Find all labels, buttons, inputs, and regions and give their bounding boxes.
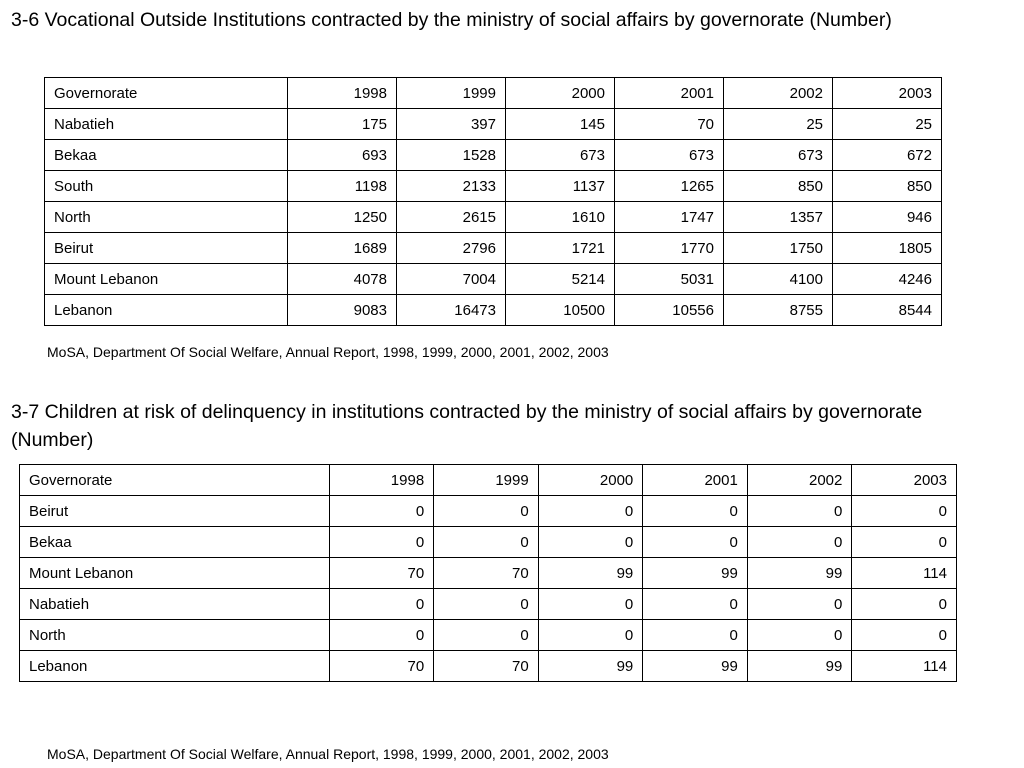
value-cell: 0	[747, 527, 852, 558]
value-cell: 70	[329, 651, 434, 682]
value-cell: 1721	[506, 233, 615, 264]
value-cell: 0	[643, 620, 748, 651]
children-at-risk-table	[19, 464, 957, 682]
value-cell: 99	[747, 558, 852, 589]
value-cell: 0	[852, 527, 957, 558]
governorate-cell: Lebanon	[20, 651, 330, 682]
value-cell: 0	[434, 496, 539, 527]
value-cell: 25	[833, 109, 942, 140]
value-cell: 2133	[397, 171, 506, 202]
value-cell: 673	[724, 140, 833, 171]
value-cell: 673	[615, 140, 724, 171]
governorate-cell: Lebanon	[45, 295, 288, 326]
value-cell: 10556	[615, 295, 724, 326]
value-cell: 1689	[288, 233, 397, 264]
value-cell: 1805	[833, 233, 942, 264]
table-row	[45, 295, 942, 326]
value-cell: 0	[852, 620, 957, 651]
value-cell: 0	[538, 620, 643, 651]
value-cell: 99	[643, 651, 748, 682]
value-cell: 397	[397, 109, 506, 140]
value-cell: 70	[615, 109, 724, 140]
value-cell: 0	[538, 496, 643, 527]
governorate-cell: Mount Lebanon	[45, 264, 288, 295]
column-header-governorate: Governorate	[45, 78, 288, 109]
value-cell: 0	[329, 496, 434, 527]
value-cell: 70	[434, 558, 539, 589]
value-cell: 1357	[724, 202, 833, 233]
table-row	[20, 496, 957, 527]
value-cell: 99	[538, 558, 643, 589]
value-cell: 0	[434, 589, 539, 620]
table-row	[20, 620, 957, 651]
value-cell: 0	[538, 589, 643, 620]
column-header-year: 1998	[329, 465, 434, 496]
value-cell: 0	[852, 589, 957, 620]
column-header-year: 1998	[288, 78, 397, 109]
table-row	[20, 527, 957, 558]
column-header-year: 2002	[724, 78, 833, 109]
governorate-cell: Mount Lebanon	[20, 558, 330, 589]
value-cell: 16473	[397, 295, 506, 326]
value-cell: 1137	[506, 171, 615, 202]
value-cell: 1750	[724, 233, 833, 264]
value-cell: 946	[833, 202, 942, 233]
column-header-year: 2002	[747, 465, 852, 496]
value-cell: 673	[506, 140, 615, 171]
value-cell: 4078	[288, 264, 397, 295]
value-cell: 175	[288, 109, 397, 140]
value-cell: 1747	[615, 202, 724, 233]
value-cell: 0	[434, 620, 539, 651]
value-cell: 1610	[506, 202, 615, 233]
value-cell: 25	[724, 109, 833, 140]
value-cell: 4100	[724, 264, 833, 295]
value-cell: 2615	[397, 202, 506, 233]
value-cell: 0	[329, 589, 434, 620]
column-header-year: 2001	[615, 78, 724, 109]
column-header-year: 2003	[852, 465, 957, 496]
value-cell: 114	[852, 651, 957, 682]
value-cell: 850	[724, 171, 833, 202]
table-header-row	[45, 78, 942, 109]
governorate-cell: Bekaa	[20, 527, 330, 558]
governorate-cell: Bekaa	[45, 140, 288, 171]
value-cell: 70	[329, 558, 434, 589]
value-cell: 1250	[288, 202, 397, 233]
value-cell: 850	[833, 171, 942, 202]
value-cell: 0	[643, 496, 748, 527]
value-cell: 0	[747, 589, 852, 620]
section-1-title: 3-6 Vocational Outside Institutions contracted by the ministry of social affairs by governorate (Number)	[11, 9, 892, 31]
value-cell: 0	[747, 496, 852, 527]
value-cell: 114	[852, 558, 957, 589]
governorate-cell: Nabatieh	[45, 109, 288, 140]
table-row	[20, 651, 957, 682]
value-cell: 7004	[397, 264, 506, 295]
value-cell: 8755	[724, 295, 833, 326]
value-cell: 8544	[833, 295, 942, 326]
governorate-cell: Nabatieh	[20, 589, 330, 620]
value-cell: 1198	[288, 171, 397, 202]
value-cell: 0	[538, 527, 643, 558]
table-row	[45, 140, 942, 171]
section-2-title: 3-7 Children at risk of delinquency in institutions contracted by the ministry of social affairs by governorate (Number)	[11, 401, 923, 451]
value-cell: 0	[747, 620, 852, 651]
value-cell: 70	[434, 651, 539, 682]
table-header-row	[20, 465, 957, 496]
section-1-source-note: MoSA, Department Of Social Welfare, Annual Report, 1998, 1999, 2000, 2001, 2002, 2003	[47, 344, 609, 360]
governorate-cell: Beirut	[45, 233, 288, 264]
value-cell: 9083	[288, 295, 397, 326]
value-cell: 99	[538, 651, 643, 682]
value-cell: 4246	[833, 264, 942, 295]
value-cell: 1265	[615, 171, 724, 202]
column-header-year: 1999	[397, 78, 506, 109]
column-header-year: 1999	[434, 465, 539, 496]
value-cell: 0	[852, 496, 957, 527]
value-cell: 693	[288, 140, 397, 171]
value-cell: 10500	[506, 295, 615, 326]
column-header-year: 2003	[833, 78, 942, 109]
value-cell: 0	[329, 620, 434, 651]
value-cell: 0	[434, 527, 539, 558]
value-cell: 1770	[615, 233, 724, 264]
value-cell: 99	[747, 651, 852, 682]
governorate-cell: North	[45, 202, 288, 233]
column-header-year: 2000	[538, 465, 643, 496]
value-cell: 5214	[506, 264, 615, 295]
table-row	[45, 233, 942, 264]
section-2-source-note: MoSA, Department Of Social Welfare, Annual Report, 1998, 1999, 2000, 2001, 2002, 2003	[47, 746, 609, 762]
column-header-governorate: Governorate	[20, 465, 330, 496]
value-cell: 0	[643, 589, 748, 620]
value-cell: 1528	[397, 140, 506, 171]
table-row	[45, 171, 942, 202]
value-cell: 99	[643, 558, 748, 589]
vocational-institutions-table	[44, 77, 942, 326]
table-row	[45, 202, 942, 233]
governorate-cell: North	[20, 620, 330, 651]
value-cell: 0	[329, 527, 434, 558]
value-cell: 672	[833, 140, 942, 171]
table-row	[20, 589, 957, 620]
value-cell: 2796	[397, 233, 506, 264]
governorate-cell: Beirut	[20, 496, 330, 527]
table-row	[20, 558, 957, 589]
table-row	[45, 264, 942, 295]
table-row	[45, 109, 942, 140]
column-header-year: 2001	[643, 465, 748, 496]
column-header-year: 2000	[506, 78, 615, 109]
value-cell: 5031	[615, 264, 724, 295]
value-cell: 145	[506, 109, 615, 140]
value-cell: 0	[643, 527, 748, 558]
governorate-cell: South	[45, 171, 288, 202]
